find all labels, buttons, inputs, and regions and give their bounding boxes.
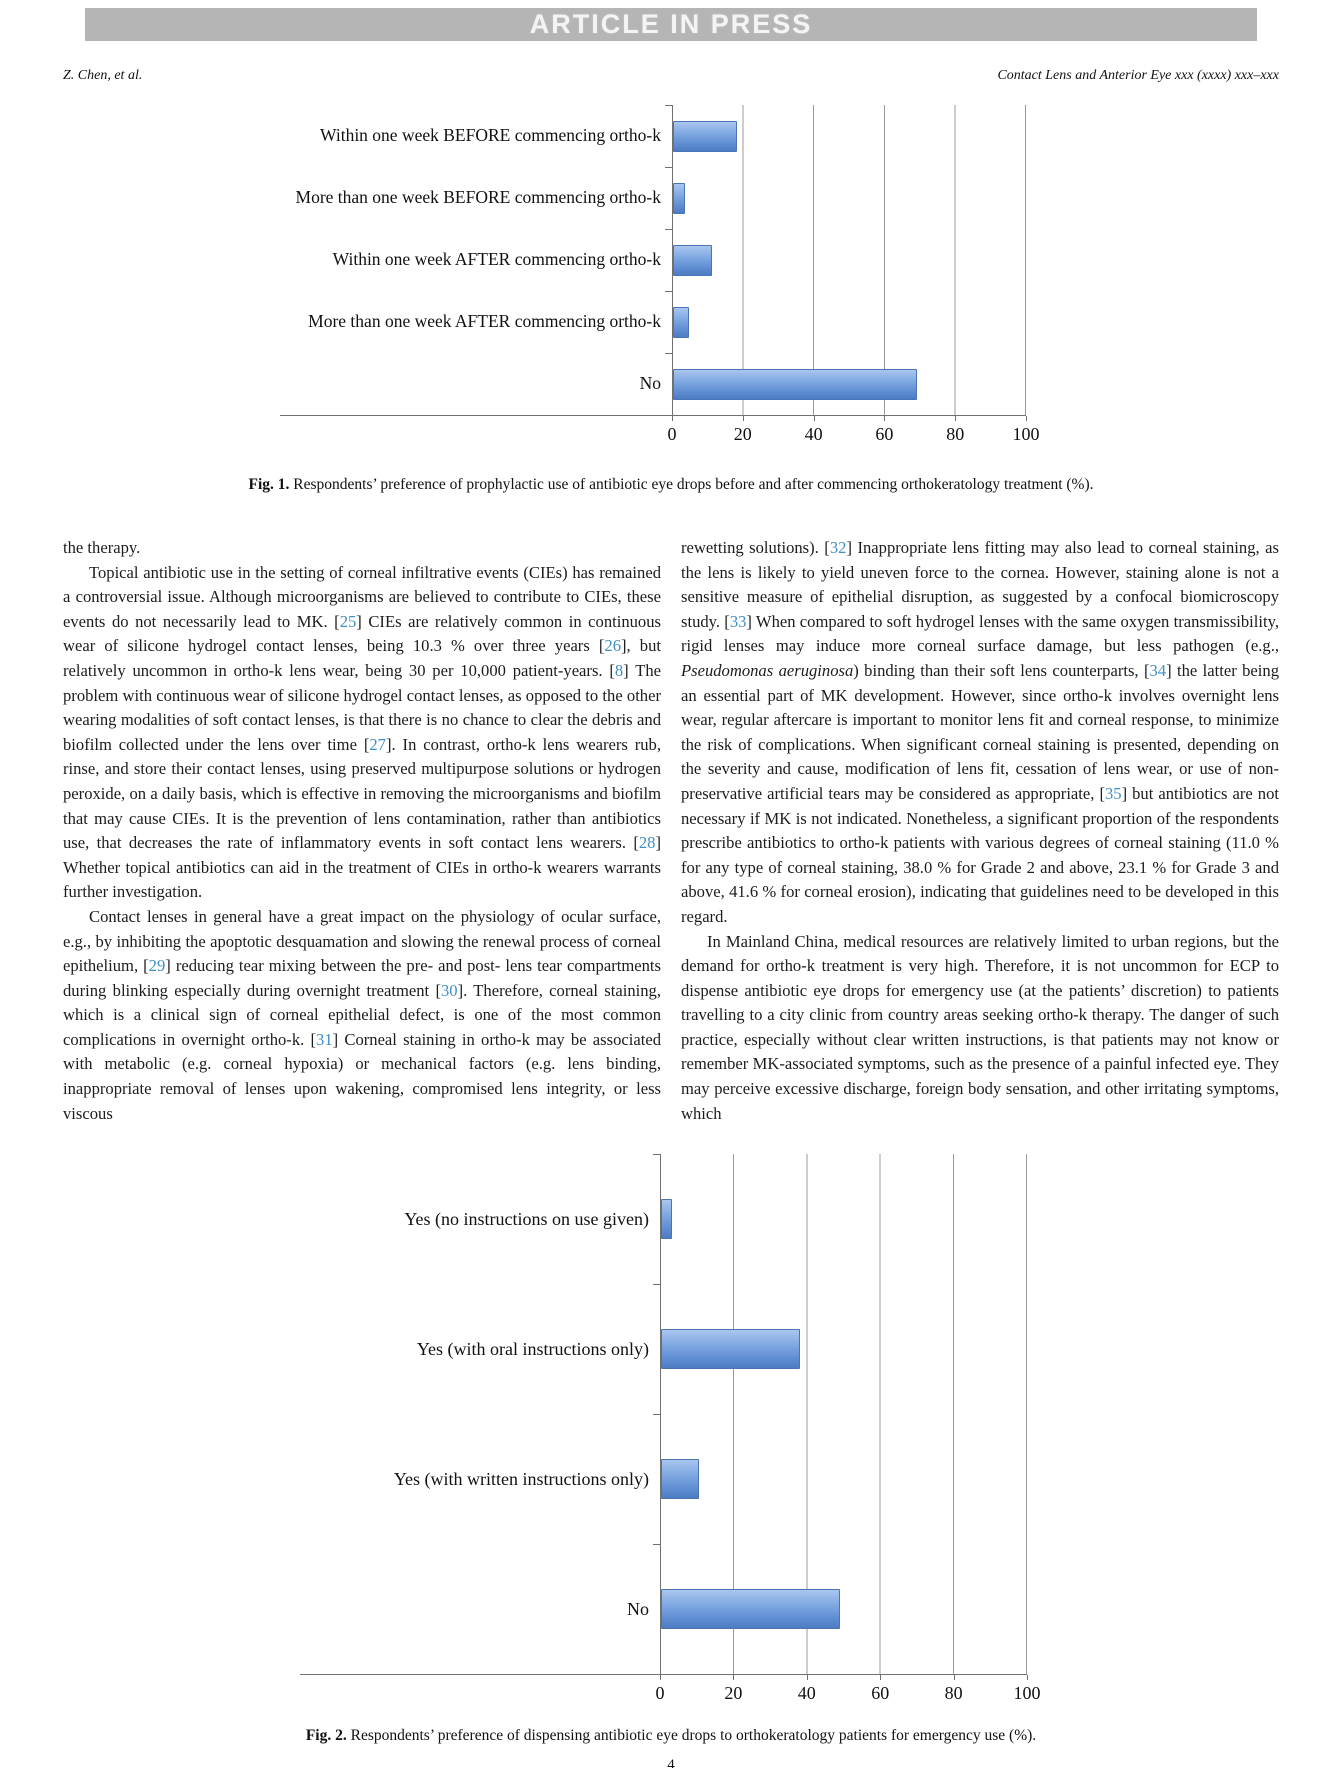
text-run: ] Whether topical antibiotics can aid in the treatment of CIEs in ortho-k wearers warrants further investigation. [63,833,661,902]
citation-link[interactable]: 28 [638,833,656,853]
citation-link[interactable]: 26 [604,636,622,656]
x-axis-tick [1026,416,1027,421]
category-label-text: More than one week AFTER commencing ortho-k [308,311,661,332]
citation-link[interactable]: 32 [829,538,847,557]
text-run: In Mainland China, medical resources are relatively limited to urban regions, but the demand for ortho-k treatment is very high. Therefore, it is not uncommon for ECP to dispense antibiotic eye drops for emergency use (at the patients’ discretion) to patients travelling to a city clinic from country areas seeking ortho-k therapy. The danger of such practice, especially without clear written instructions, is that patients may not know or remember MK-associated symptoms, such as the presence of a painful infected eye. They may perceive excessive discharge, foreign body sensation, and other irritating symptoms, which [681,931,1279,1123]
x-axis-label: 80 [944,1683,963,1704]
column-right [681,536,1279,1126]
chart-row [300,1284,1027,1414]
x-axis-label: 0 [667,424,677,444]
x-axis-tick [743,416,744,421]
chart-row [280,353,1026,415]
figure2-caption [0,1727,1342,1745]
data-bar [661,1459,699,1499]
journal-name: Contact Lens and Anterior Eye xxx (xxxx) xxx–xxx [997,68,1279,83]
x-axis-tick [954,1675,955,1680]
data-bar [673,183,685,214]
x-axis-label: 60 [871,1683,890,1704]
figure1-caption-label: Fig. 1. [248,476,290,493]
plot-track [672,167,1026,229]
citation-link[interactable]: 29 [148,956,166,976]
figure1-caption-text: Respondents’ preference of prophylactic use of antibiotic eye drops before and after commencing orthokeratology treatment (%). [289,476,1094,493]
x-axis-tick [1027,1675,1028,1680]
x-axis-tick [880,1675,881,1680]
category-label [300,1414,660,1544]
x-axis-label: 20 [724,1683,743,1704]
text-run: ]. Therefore, corneal staining, which is a clinical sign of corneal epithelial defect, is one of the most common complications in overnight ortho-k. [ [63,980,661,1049]
running-header [63,68,1279,84]
chart-row [280,105,1026,167]
figure2-caption-text: Respondents’ preference of dispensing antibiotic eye drops to orthokeratology patients for emergency use (%). [346,1727,1037,1745]
figure2-chart [300,1154,1041,1711]
chart-row [300,1414,1027,1544]
category-label [280,167,672,229]
plot-track [660,1154,1027,1284]
data-bar [661,1199,672,1239]
category-label-text: Within one week BEFORE commencing ortho-k [320,125,661,146]
chart-row [300,1154,1027,1284]
x-axis-tick [733,1675,734,1680]
plot-track [672,105,1026,167]
category-label [280,229,672,291]
citation-link[interactable]: 31 [316,1029,333,1049]
x-axis-label: 40 [804,424,823,444]
italic-text: Pseudomonas aeruginosa [681,660,854,680]
text-run: ] the latter being an essential part of MK development. However, since ortho-k involves overnight lens wear, regular aftercare is important to monitor lens fit and corneal response, to minimize the risk of complications. When significant corneal staining is presented, depending on the severity and cause, modification of lens fit, cessation of lens wear, or use of non-preservative artificial tears may be considered as appropriate, [ [681,660,1279,803]
plot-track [672,353,1026,415]
chart-row [280,229,1026,291]
category-label-text: Yes (with oral instructions only) [416,1338,649,1359]
text-run: ] When compared to soft hydrogel lenses with the same oxygen transmissibility, rigid lenses may induce more corneal surface damage, but less pathogen (e.g., [681,611,1279,656]
paragraph [63,561,661,905]
category-label-text: More than one week BEFORE commencing ortho-k [295,187,661,208]
text-run: ] CIEs are relatively common in continuous wear of silicone hydrogel contact lenses, being 10.3 % over three years [ [63,611,661,656]
category-label-text: No [627,1598,649,1619]
citation-link[interactable]: 35 [1104,783,1122,803]
x-axis [655,1675,1041,1711]
text-run: ] Corneal staining in ortho-k may be associated with metabolic (e.g. corneal hypoxia) or mechanical factors (e.g. lens binding, inappropriate removal of lenses upon wakening, compromised lens integrity, or less viscous [63,1029,661,1123]
data-bar [673,121,737,152]
category-label [300,1544,660,1674]
plot-track [672,291,1026,353]
x-axis-label: 100 [1013,1683,1041,1704]
category-label-text: Yes (with written instructions only) [393,1468,649,1489]
plot-area [280,105,1026,416]
category-label-text: Yes (no instructions on use given) [404,1208,649,1229]
paragraph [681,536,1279,930]
category-label [300,1284,660,1414]
data-bar [673,307,689,338]
x-axis-label: 0 [655,1683,665,1704]
text-run: ]. In contrast, ortho-k lens wearers rub, rinse, and store their contact lenses, using preserved multipurpose solutions or hydrogen peroxide, on a daily basis, which is effective in removing the microorganisms and biofilm that may cause CIEs. It is the prevention of lens contamination, rather than antibiotics use, that decreases the rate of inflammatory events in soft contact lens wearers. [ [63,734,662,853]
authors: Z. Chen, et al. [63,68,143,83]
plot-track [660,1414,1027,1544]
page-number: 4 [667,1757,675,1768]
x-axis-label: 40 [797,1683,816,1704]
x-axis-tick [660,1675,661,1680]
x-axis-tick [672,416,673,421]
category-label [300,1154,660,1284]
category-label-text: No [639,373,661,394]
chart-row [300,1544,1027,1674]
x-axis-label: 20 [733,424,752,444]
plot-track [672,229,1026,291]
x-axis [667,416,1040,452]
chart-row [280,291,1026,353]
text-run: the therapy. [63,538,141,557]
body-text [63,536,1279,1126]
data-bar [661,1589,840,1629]
text-run: ] but antibiotics are not necessary if MK is not indicated. Nonetheless, a significant proportion of the respondents prescribe antibiotics to ortho-k patients with various degrees of corneal staining (11.0 % for any type of corneal staining, 38.0 % for Grade 2 and above, 23.1 % for Grade 3 and above, 41.6 % for corneal erosion), indicating that guidelines need to be developed in this regard. [681,783,1280,926]
citation-link[interactable]: 34 [1149,660,1167,680]
figure1-caption [0,476,1342,494]
text-run: Contact lenses in general have a great impact on the physiology of ocular surface, e.g., by inhibiting the apoptotic desquamation and slowing the renewal process of corneal epithelium, [ [63,906,661,976]
citation-link[interactable]: 30 [441,980,458,1000]
text-run: ) binding than their soft lens counterparts, [ [853,660,1150,680]
figure1-chart [280,105,1040,452]
paragraph [63,536,661,561]
data-bar [673,245,712,276]
text-run: rewetting solutions). [ [681,538,830,557]
category-label-text: Within one week AFTER commencing ortho-k [332,249,661,270]
data-bar [673,369,917,400]
x-axis-label: 100 [1012,424,1040,444]
category-label [280,105,672,167]
paragraph [681,930,1279,1127]
text-run: ] reducing tear mixing between the pre- and post- lens tear compartments during blinking especially during overnight treatment [ [63,956,661,1000]
plot-track [660,1544,1027,1674]
text-run: Topical antibiotic use in the setting of corneal infiltrative events (CIEs) has remained a controversial issue. Although microorganisms are believed to contribute to CIEs, these events do not necessarily lead to MK. [ [63,562,661,631]
x-axis-label: 60 [875,424,894,444]
text-run: ] The problem with continuous wear of silicone hydrogel contact lenses, as opposed to the other wearing modalities of soft contact lenses, is that there is no chance to clear the debris and biofilm collected under the lens over time [ [63,660,661,754]
banner-text: ARTICLE IN PRESS [529,9,813,39]
x-axis-label: 80 [946,424,965,444]
x-axis-tick [807,1675,808,1680]
article-in-press-banner [85,8,1257,41]
column-left [63,536,661,1126]
text-run: ] Inappropriate lens fitting may also lead to corneal staining, as the lens is likely to yield uneven force to the cornea. However, staining alone is not a sensitive measure of epithelial disruption, as suggested by a confocal biomicroscopy study. [ [681,538,1279,631]
category-label [280,291,672,353]
category-label [280,353,672,415]
citation-link[interactable]: 8 [614,660,624,680]
citation-link[interactable]: 33 [729,611,747,631]
citation-link[interactable]: 25 [339,611,357,631]
x-axis-tick [884,416,885,421]
chart-row [280,167,1026,229]
citation-link[interactable]: 27 [369,734,386,754]
text-run: ], but relatively uncommon in ortho-k lens wear, being 30 per 10,000 patient-years. [ [63,636,661,680]
data-bar [661,1329,800,1369]
plot-track [660,1284,1027,1414]
x-axis-tick [955,416,956,421]
paragraph [63,905,661,1126]
x-axis-tick [814,416,815,421]
figure2-caption-label: Fig. 2. [305,1727,347,1745]
plot-area [300,1154,1027,1675]
